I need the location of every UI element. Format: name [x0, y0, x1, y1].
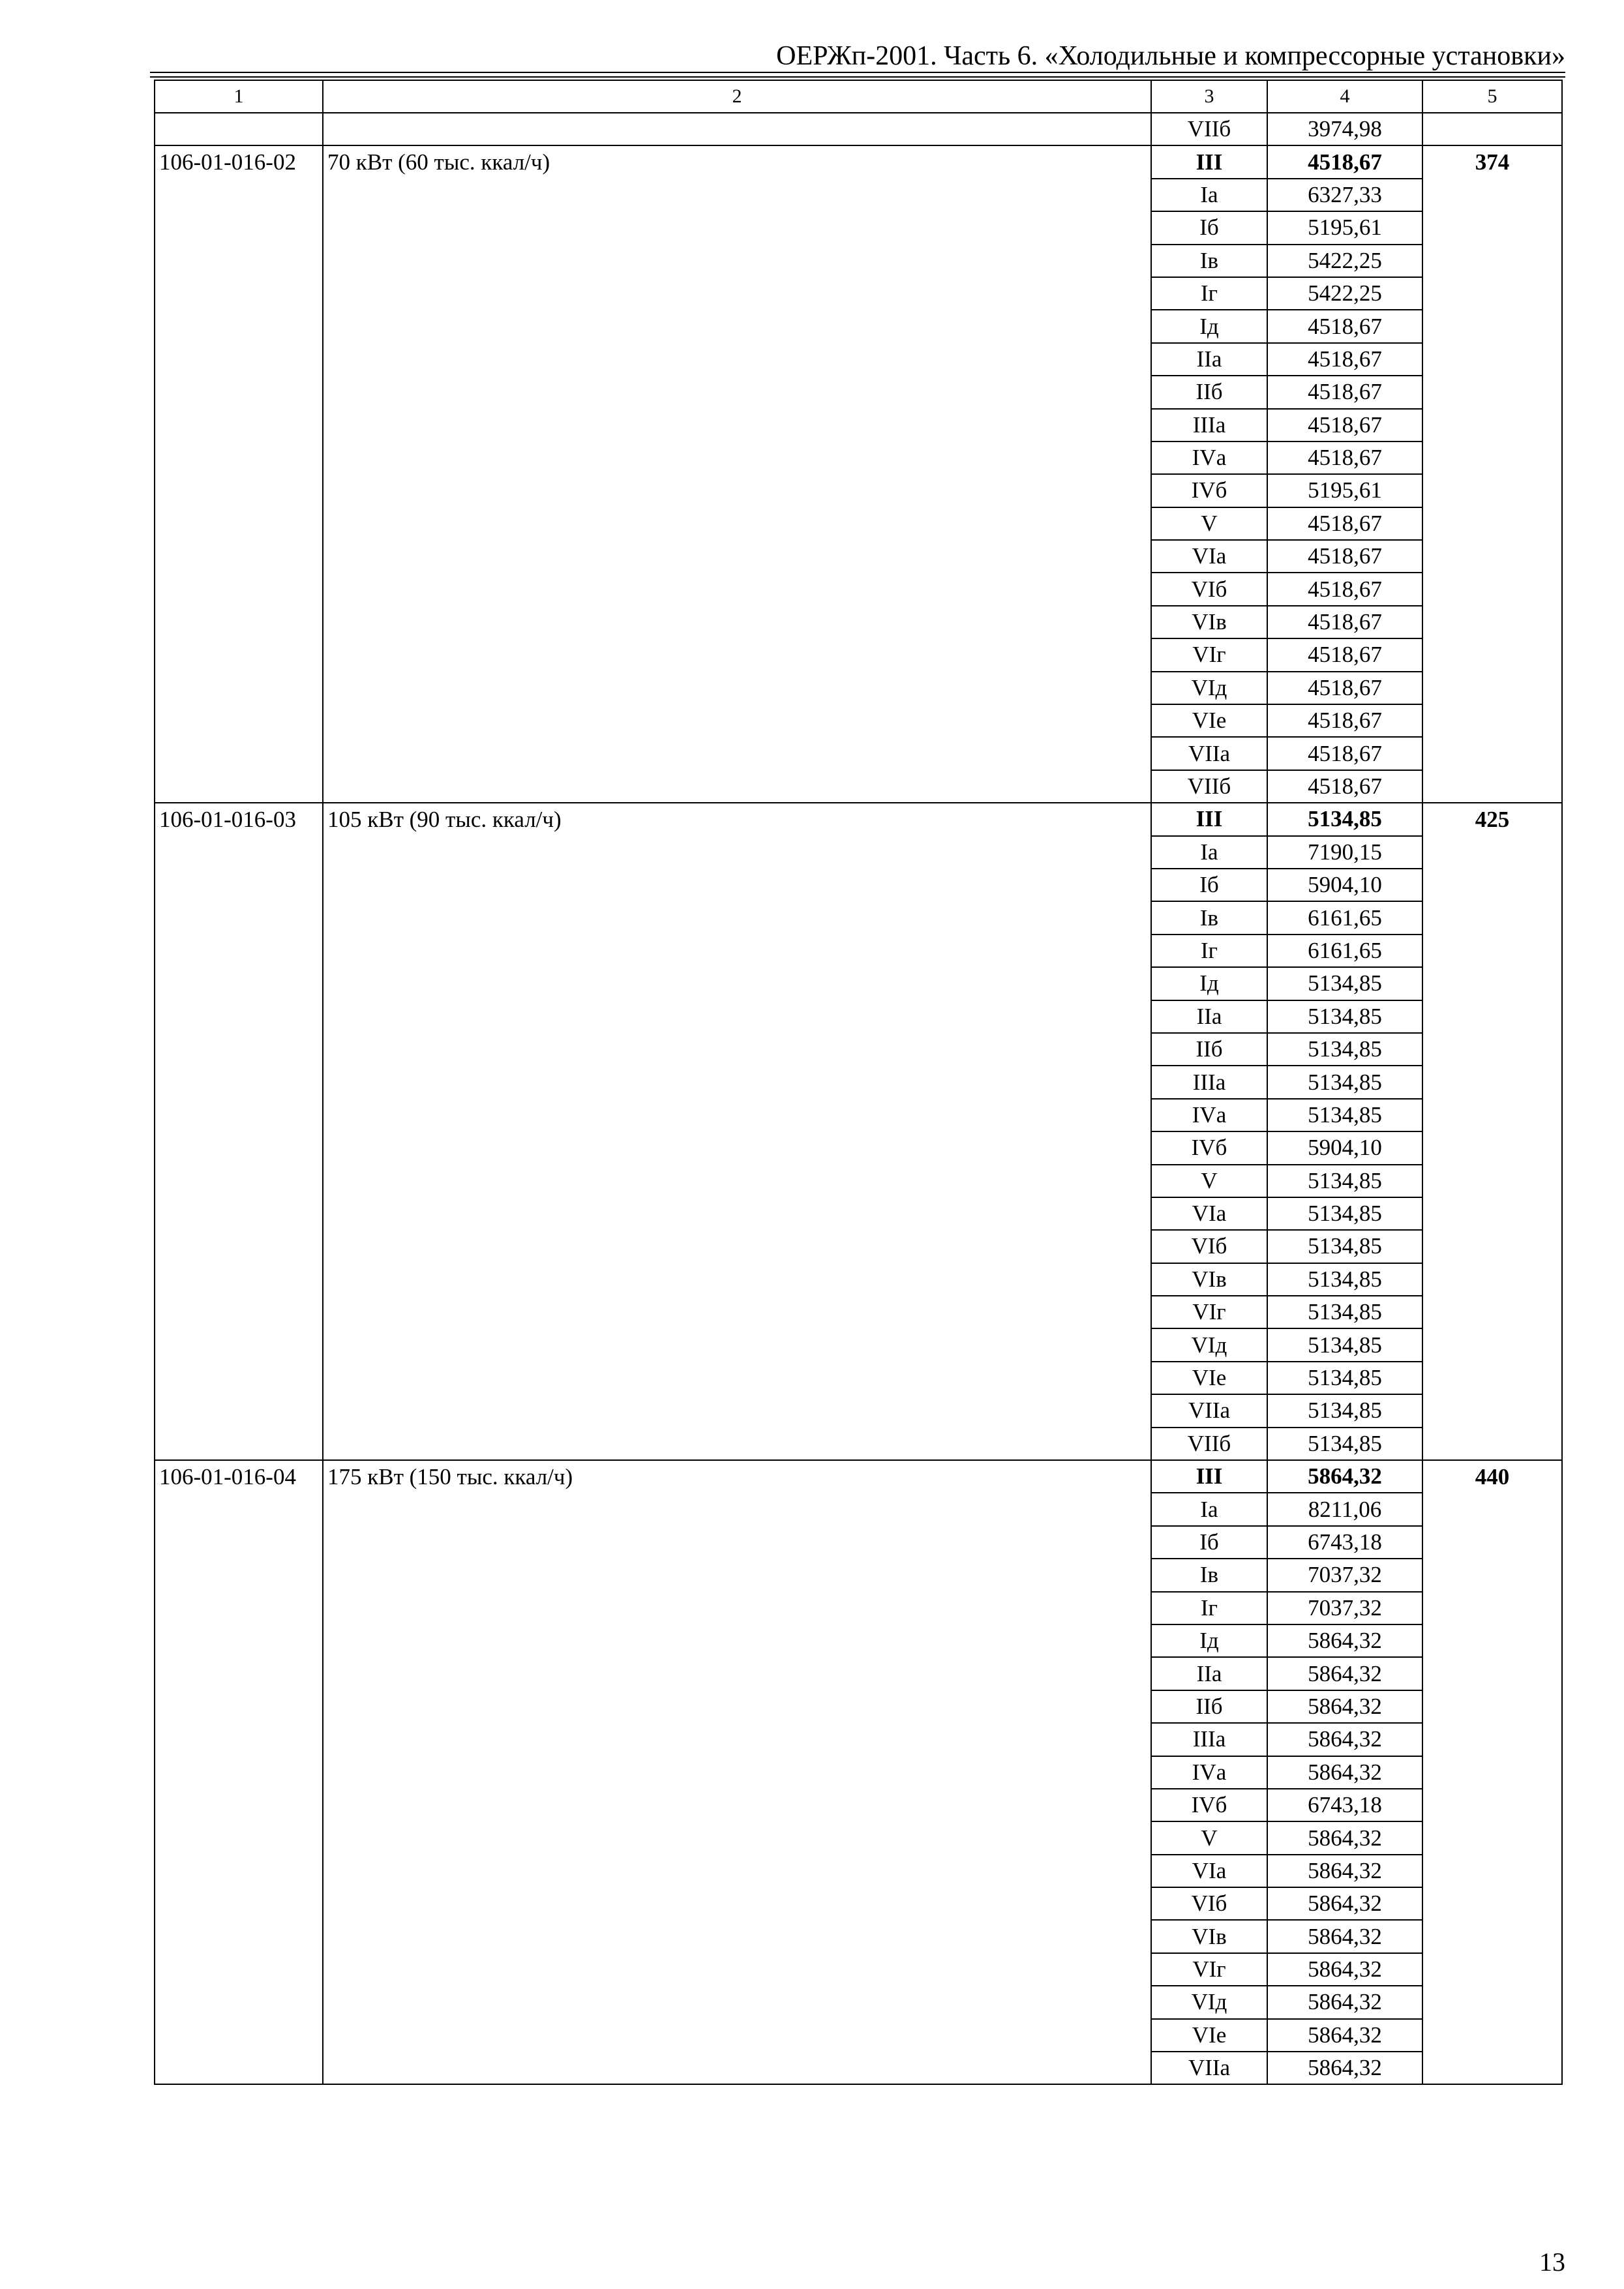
description-cell: 175 кВт (150 тыс. ккал/ч) — [323, 1460, 1151, 2084]
zone-cell: Iб — [1151, 869, 1267, 901]
zone-cell: VIе — [1151, 704, 1267, 737]
description-cell — [323, 113, 1151, 145]
value-cell: 5422,25 — [1267, 277, 1422, 310]
zone-cell: VIа — [1151, 1197, 1267, 1230]
column-header: 5 — [1422, 80, 1562, 113]
zone-cell: V — [1151, 1165, 1267, 1197]
zone-cell: VIа — [1151, 1855, 1267, 1887]
value-cell: 5864,32 — [1267, 1624, 1422, 1657]
table-row — [155, 113, 1562, 145]
zone-cell: Iг — [1151, 277, 1267, 310]
value-cell: 5422,25 — [1267, 245, 1422, 277]
value-cell: 4518,67 — [1267, 507, 1422, 540]
zone-cell: Iд — [1151, 1624, 1267, 1657]
value-cell: 5134,85 — [1267, 1197, 1422, 1230]
zone-cell: VIIб — [1151, 113, 1267, 145]
header-rule — [150, 72, 1565, 73]
zone-cell: Iд — [1151, 967, 1267, 1000]
value-cell: 4518,67 — [1267, 310, 1422, 342]
value-cell: 5134,85 — [1267, 1428, 1422, 1460]
zone-cell: Iг — [1151, 1592, 1267, 1624]
value-cell: 4518,67 — [1267, 343, 1422, 376]
table-row — [155, 145, 1562, 178]
zone-cell: IIIа — [1151, 1723, 1267, 1756]
value-cell: 3974,98 — [1267, 113, 1422, 145]
value-cell: 5134,85 — [1267, 1099, 1422, 1131]
value-cell: 5864,32 — [1267, 1855, 1422, 1887]
zone-cell: VIIа — [1151, 2052, 1267, 2084]
value-cell: 4518,67 — [1267, 145, 1422, 178]
value-cell: 5134,85 — [1267, 967, 1422, 1000]
zone-cell: Iв — [1151, 1559, 1267, 1591]
rates-table-body — [155, 80, 1562, 2084]
zone-cell: VIв — [1151, 606, 1267, 638]
table-row — [155, 1460, 1562, 1493]
value-cell: 5134,85 — [1267, 1362, 1422, 1394]
value-cell: 5134,85 — [1267, 1230, 1422, 1263]
zone-cell: Iа — [1151, 836, 1267, 869]
extra-cell — [1422, 113, 1562, 145]
zone-cell: VIг — [1151, 638, 1267, 671]
value-cell: 4518,67 — [1267, 540, 1422, 573]
value-cell: 5864,32 — [1267, 1920, 1422, 1952]
code-cell: 106-01-016-04 — [155, 1460, 323, 2084]
value-cell: 6743,18 — [1267, 1789, 1422, 1821]
zone-cell: IVб — [1151, 474, 1267, 507]
zone-cell: Iа — [1151, 179, 1267, 211]
value-cell: 4518,67 — [1267, 573, 1422, 605]
zone-cell: IIа — [1151, 343, 1267, 376]
column-header: 3 — [1151, 80, 1267, 113]
description-cell: 105 кВт (90 тыс. ккал/ч) — [323, 803, 1151, 1460]
value-cell: 5864,32 — [1267, 1953, 1422, 1986]
value-cell: 6327,33 — [1267, 179, 1422, 211]
zone-cell: VIб — [1151, 1887, 1267, 1920]
value-cell: 4518,67 — [1267, 638, 1422, 671]
value-cell: 4518,67 — [1267, 770, 1422, 803]
value-cell: 5134,85 — [1267, 1394, 1422, 1427]
zone-cell: IIIа — [1151, 1066, 1267, 1098]
column-header: 4 — [1267, 80, 1422, 113]
extra-cell: 374 — [1422, 145, 1562, 803]
value-cell: 6161,65 — [1267, 901, 1422, 934]
value-cell: 5134,85 — [1267, 1296, 1422, 1328]
value-cell: 7037,32 — [1267, 1592, 1422, 1624]
value-cell: 7190,15 — [1267, 836, 1422, 869]
page-number: 13 — [1539, 2247, 1565, 2277]
zone-cell: VIIб — [1151, 1428, 1267, 1460]
value-cell: 5134,85 — [1267, 1033, 1422, 1066]
zone-cell: Iв — [1151, 901, 1267, 934]
table-row — [155, 803, 1562, 835]
zone-cell: V — [1151, 1821, 1267, 1854]
value-cell: 5864,32 — [1267, 1723, 1422, 1756]
value-cell: 5195,61 — [1267, 474, 1422, 507]
zone-cell: Iб — [1151, 1526, 1267, 1559]
value-cell: 5864,32 — [1267, 1690, 1422, 1723]
zone-cell: Iа — [1151, 1493, 1267, 1525]
document-header-title: ОЕРЖп-2001. Часть 6. «Холодильные и компрессорные установки» — [776, 41, 1565, 71]
value-cell: 5134,85 — [1267, 1328, 1422, 1361]
zone-cell: VIб — [1151, 573, 1267, 605]
value-cell: 5195,61 — [1267, 211, 1422, 244]
rates-table — [154, 80, 1563, 2085]
extra-cell: 425 — [1422, 803, 1562, 1460]
value-cell: 5904,10 — [1267, 1131, 1422, 1164]
extra-cell: 440 — [1422, 1460, 1562, 2084]
zone-cell: VIе — [1151, 2019, 1267, 2052]
code-cell: 106-01-016-03 — [155, 803, 323, 1460]
value-cell: 5864,32 — [1267, 1657, 1422, 1690]
zone-cell: VIд — [1151, 1986, 1267, 2018]
value-cell: 5134,85 — [1267, 1066, 1422, 1098]
value-cell: 4518,67 — [1267, 606, 1422, 638]
value-cell: 6161,65 — [1267, 935, 1422, 967]
value-cell: 5864,32 — [1267, 1887, 1422, 1920]
value-cell: 4518,67 — [1267, 672, 1422, 704]
column-header: 1 — [155, 80, 323, 113]
zone-cell: Iд — [1151, 310, 1267, 342]
value-cell: 4518,67 — [1267, 409, 1422, 441]
value-cell: 5864,32 — [1267, 1821, 1422, 1854]
value-cell: 5134,85 — [1267, 1263, 1422, 1296]
value-cell: 4518,67 — [1267, 704, 1422, 737]
zone-cell: VIв — [1151, 1263, 1267, 1296]
zone-cell: IIб — [1151, 1690, 1267, 1723]
zone-cell: IVб — [1151, 1789, 1267, 1821]
zone-cell: IIб — [1151, 376, 1267, 408]
value-cell: 4518,67 — [1267, 376, 1422, 408]
value-cell: 5134,85 — [1267, 1165, 1422, 1197]
value-cell: 5864,32 — [1267, 1756, 1422, 1789]
zone-cell: VIа — [1151, 540, 1267, 573]
description-cell: 70 кВт (60 тыс. ккал/ч) — [323, 145, 1151, 803]
value-cell: 8211,06 — [1267, 1493, 1422, 1525]
zone-cell: IVа — [1151, 441, 1267, 474]
zone-cell: IVа — [1151, 1099, 1267, 1131]
value-cell: 5134,85 — [1267, 803, 1422, 835]
zone-cell: III — [1151, 1460, 1267, 1493]
zone-cell: IVа — [1151, 1756, 1267, 1789]
value-cell: 5134,85 — [1267, 1000, 1422, 1033]
zone-cell: VIIб — [1151, 770, 1267, 803]
column-header-row — [155, 80, 1562, 113]
zone-cell: VIIа — [1151, 1394, 1267, 1427]
value-cell: 6743,18 — [1267, 1526, 1422, 1559]
value-cell: 5904,10 — [1267, 869, 1422, 901]
zone-cell: IIб — [1151, 1033, 1267, 1066]
zone-cell: VIг — [1151, 1296, 1267, 1328]
zone-cell: III — [1151, 803, 1267, 835]
zone-cell: Iг — [1151, 935, 1267, 967]
zone-cell: VIд — [1151, 672, 1267, 704]
header-rule — [150, 76, 1565, 78]
zone-cell: VIе — [1151, 1362, 1267, 1394]
zone-cell: VIд — [1151, 1328, 1267, 1361]
zone-cell: Iв — [1151, 245, 1267, 277]
zone-cell: IIIа — [1151, 409, 1267, 441]
column-header: 2 — [323, 80, 1151, 113]
value-cell: 5864,32 — [1267, 1986, 1422, 2018]
zone-cell: IVб — [1151, 1131, 1267, 1164]
zone-cell: VIг — [1151, 1953, 1267, 1986]
value-cell: 5864,32 — [1267, 2019, 1422, 2052]
zone-cell: III — [1151, 145, 1267, 178]
zone-cell: IIа — [1151, 1000, 1267, 1033]
zone-cell: VIв — [1151, 1920, 1267, 1952]
value-cell: 5864,32 — [1267, 1460, 1422, 1493]
value-cell: 4518,67 — [1267, 441, 1422, 474]
value-cell: 7037,32 — [1267, 1559, 1422, 1591]
zone-cell: Iб — [1151, 211, 1267, 244]
zone-cell: VIIа — [1151, 737, 1267, 770]
value-cell: 5864,32 — [1267, 2052, 1422, 2084]
zone-cell: VIб — [1151, 1230, 1267, 1263]
zone-cell: IIа — [1151, 1657, 1267, 1690]
code-cell: 106-01-016-02 — [155, 145, 323, 803]
value-cell: 4518,67 — [1267, 737, 1422, 770]
code-cell — [155, 113, 323, 145]
zone-cell: V — [1151, 507, 1267, 540]
